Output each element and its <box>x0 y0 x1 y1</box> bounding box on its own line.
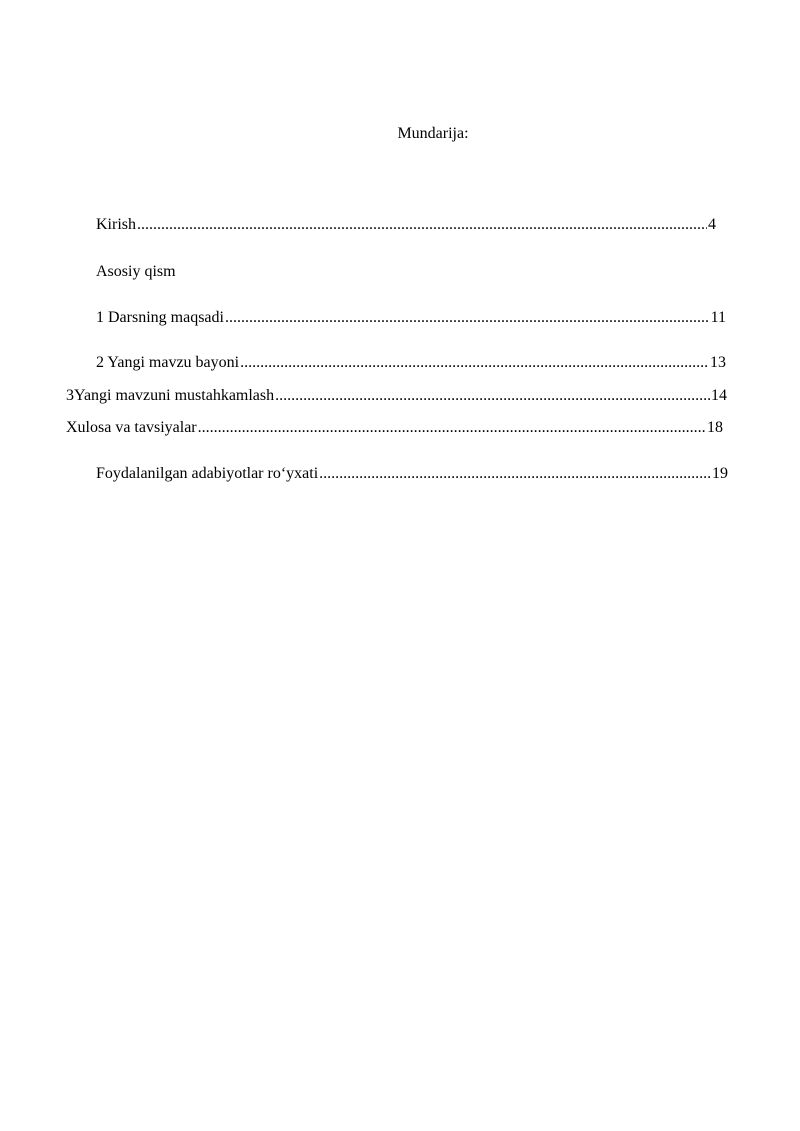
toc-entry-darsning-maqsadi[interactable] <box>96 308 726 328</box>
toc-entry-text: Xulosa va tavsiyalar <box>66 419 197 436</box>
toc-page-number: 13 <box>710 354 726 371</box>
toc-heading-asosiy-qism: Asosiy qism <box>96 263 176 280</box>
dot-leader <box>137 215 707 235</box>
dot-leader <box>198 418 706 438</box>
toc-entry-text: Foydalanilgan adabiyotlar ro‘yxati <box>96 465 319 482</box>
toc-entry-text: Kirish <box>96 216 136 233</box>
toc-entry-text: 3Yangi mavzuni mustahkamlash <box>66 387 275 404</box>
toc-entry-xulosa-va-tavsiyalar[interactable] <box>66 418 723 438</box>
toc-page-number: 11 <box>710 309 726 326</box>
toc-page-number: 18 <box>707 419 723 436</box>
toc-entry-text: 1 Darsning maqsadi <box>96 309 224 326</box>
dot-leader <box>225 308 710 328</box>
dot-leader <box>275 386 710 406</box>
dot-leader <box>319 464 711 484</box>
dot-leader <box>240 353 709 373</box>
toc-title: Mundarija: <box>397 125 469 142</box>
toc-entry-foydalanilgan-adabiyotlar[interactable] <box>96 464 728 484</box>
toc-entry-yangi-mavzu-bayoni[interactable] <box>96 353 726 373</box>
toc-entry-text: 2 Yangi mavzu bayoni <box>96 354 240 371</box>
toc-page-number: 19 <box>712 465 728 482</box>
toc-page-number: 4 <box>708 216 716 233</box>
toc-page-number: 14 <box>711 387 727 404</box>
toc-entry-yangi-mavzuni-mustahkamlash[interactable] <box>66 386 727 406</box>
toc-entry-kirish[interactable] <box>96 215 716 235</box>
